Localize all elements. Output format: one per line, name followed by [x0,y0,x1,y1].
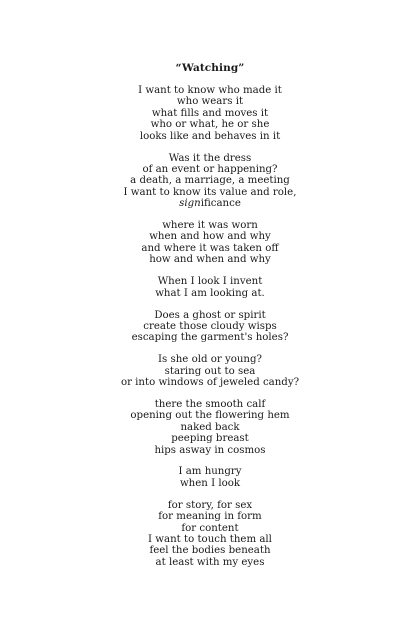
poem-line: when I look [179,477,241,489]
poem-line: feel the bodies beneath [149,545,271,557]
poem-line: for meaning in form [158,511,262,523]
poem-line: what I am looking at. [155,287,265,299]
poem-line: I want to know who made it [138,85,282,96]
poem-line: staring out to sea [164,365,256,377]
poem [0,62,420,579]
stanza-3 [0,220,420,266]
poem-line: Is she old or young? [158,354,262,366]
poem-line: escaping the garment's holes? [131,332,289,344]
poem-line: how and when and why [149,254,271,266]
poem-line: peeping breast [171,433,249,445]
stanza-4 [0,276,420,299]
poem-line: I want to touch them all [148,534,272,545]
stanza-5 [0,310,420,344]
poem-line: I want to know its value and role, [123,186,297,198]
poem-line: who or what, he or she [150,119,270,131]
stanza-8 [0,466,420,489]
poem-line: When I look I invent [157,276,263,288]
poem-line: who wears it [176,96,244,108]
poem-line: at least with my eyes [155,556,265,568]
poem-line: of an event or happening? [142,163,278,175]
poem-line: for content [181,522,239,534]
poem-line: and where it was taken off [141,242,279,254]
stanza-1 [0,85,420,142]
poem-line: or into windows of jeweled candy? [120,377,300,389]
poem-line: what fills and moves it [151,107,269,119]
poem-line: Does a ghost or spirit [154,309,266,321]
poem-line: for story, for sex [167,499,253,511]
poem-line: Was it the dress [168,152,252,164]
stanza-6 [0,354,420,388]
poem-line-significance [0,198,420,209]
poem-line: where it was worn [162,220,258,232]
poem-line: there the smooth calf [154,398,266,410]
poem-title: “Watching” [175,62,245,74]
poem-line: opening out the flowering hem [130,410,290,422]
poem-line: hips asway in cosmos [154,444,266,456]
significance-rest-part: ificance [200,198,241,210]
poem-line: a death, a marriage, a meeting [130,175,290,187]
stanza-2 [0,153,420,210]
poem-line: create those cloudy wisps [143,320,277,332]
poem-line: looks like and behaves in it [139,130,281,142]
stanza-7 [0,399,420,456]
poem-line: naked back [180,421,240,433]
significance-italic-part: sign [179,198,201,210]
poem-line: when and how and why [149,231,271,243]
stanza-9 [0,500,420,568]
poem-line: I am hungry [178,466,242,478]
